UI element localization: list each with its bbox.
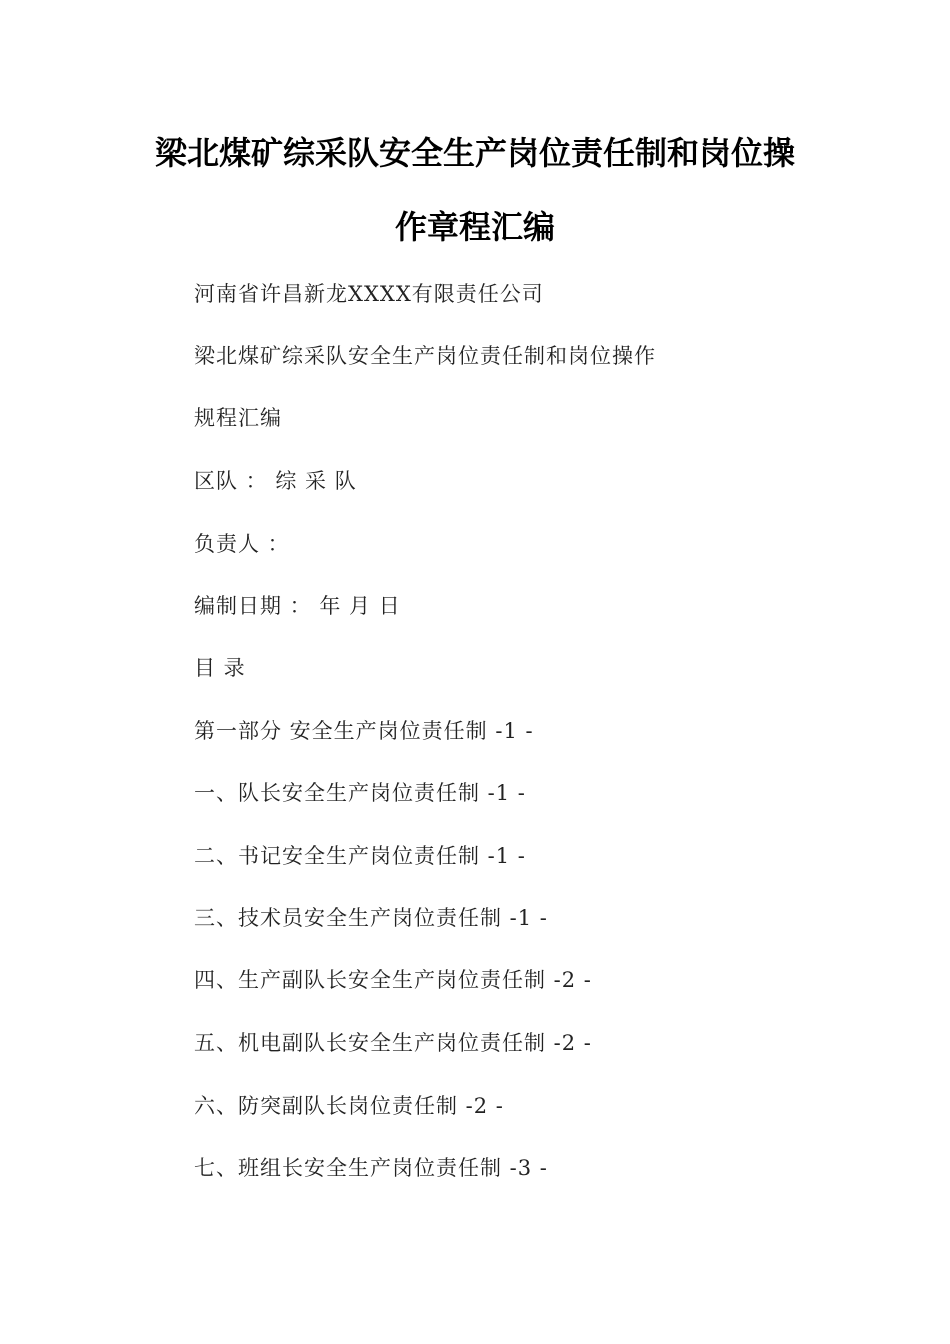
subtitle-line-2: 规程汇编: [194, 406, 282, 430]
toc-entry: 四、生产副队长安全生产岗位责任制 -2 -: [194, 968, 592, 992]
toc-entry: 七、班组长安全生产岗位责任制 -3 -: [194, 1156, 548, 1180]
toc-heading: 目 录: [194, 656, 246, 680]
toc-entry: 二、书记安全生产岗位责任制 -1 -: [194, 844, 526, 868]
toc-entry: 一、队长安全生产岗位责任制 -1 -: [194, 781, 526, 805]
toc-entry: 五、机电副队长安全生产岗位责任制 -2 -: [194, 1031, 592, 1055]
responsible-person-field: 负责人 ：: [194, 532, 290, 556]
toc-entry: 三、技术员安全生产岗位责任制 -1 -: [194, 906, 548, 930]
subtitle-line-1: 梁北煤矿综采队安全生产岗位责任制和岗位操作: [194, 344, 656, 368]
document-title-line-2: 作章程汇编: [394, 208, 555, 246]
compile-date-field: 编制日期 ： 年 月 日: [194, 594, 401, 618]
team-field: 区队 ： 综 采 队: [194, 469, 357, 493]
document-title-line-1: 梁北煤矿综采队安全生产岗位责任制和岗位操: [154, 134, 795, 172]
company-name: 河南省许昌新龙XXXX有限责任公司: [194, 282, 544, 306]
toc-entry: 第一部分 安全生产岗位责任制 -1 -: [194, 719, 534, 743]
toc-entry: 六、防突副队长岗位责任制 -2 -: [194, 1094, 504, 1118]
